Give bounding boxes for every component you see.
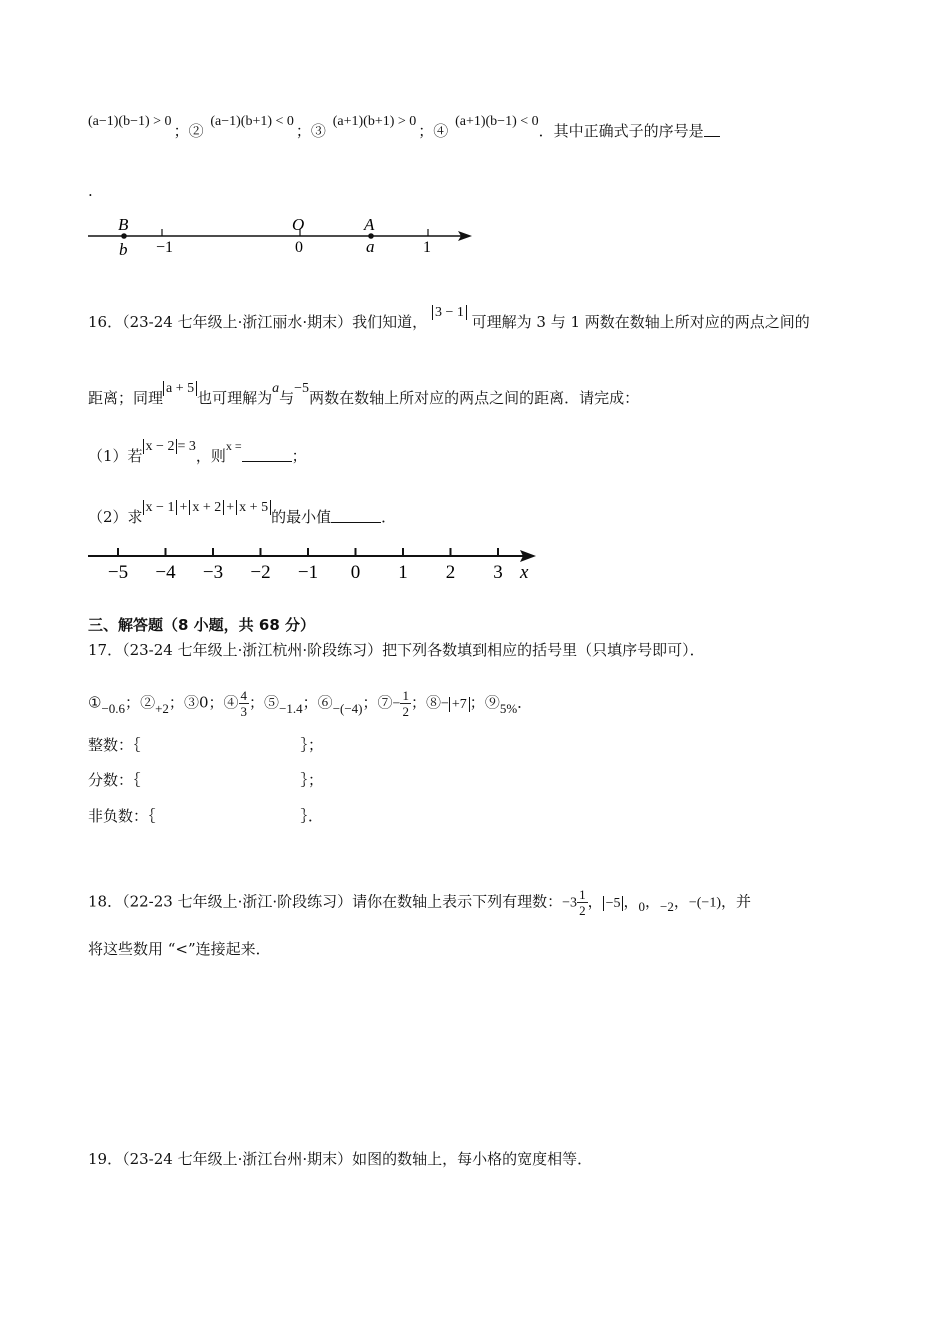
q18-comma-3: ， [645, 892, 661, 911]
q18-line-1 [88, 887, 751, 918]
section-3-title: 三、解答题（8 小题，共 68 分） [88, 616, 315, 634]
q16-p2-abs-2: x + 2 [189, 500, 224, 515]
q18-comma-1: ， [587, 892, 603, 911]
number-line-2-axis-label: x [520, 562, 529, 582]
q17-val-2: +2 [155, 700, 169, 716]
point-a-upper-label: A [364, 215, 375, 234]
q15-expr-1: (a−1)(b−1) > 0 [88, 114, 172, 129]
q16-p2-abs-3: x + 5 [236, 500, 271, 515]
q18-n1-whole: −3 [562, 895, 578, 911]
q17-fraction-label: 分数：｛ [88, 771, 141, 789]
q17-val-1: −0.6 [101, 700, 126, 716]
q16-line2-d: 两数在数轴上所对应的两点之间的距离．请完成： [309, 389, 640, 407]
q18-line-2: 将这些数用 “<”连接起来． [88, 940, 271, 958]
q17-val-8-sign: − [440, 696, 449, 712]
q17-idx-7: ⑦ [377, 693, 393, 712]
q19-number: 19． [88, 1150, 123, 1168]
q17-val-7 [400, 688, 411, 719]
q18-comma-4: ， [673, 892, 689, 911]
q17-idx-5: ⑤ [264, 693, 280, 712]
q16-p2-plus-1: + [179, 500, 188, 515]
q17-val-9: 5% [499, 700, 518, 716]
point-b-upper-label: B [118, 215, 129, 234]
q17-sep-4: ； [249, 693, 265, 712]
q15-sep-2: ；③ [295, 122, 326, 140]
q15-tail: ．其中正确式子的序号是 [538, 122, 704, 140]
q17-idx-4: ④ [223, 693, 239, 712]
q17-idx-9: ⑨ [484, 693, 500, 712]
number-line-2-tick-label: 1 [398, 562, 408, 582]
q16-p1-end: ； [291, 447, 307, 465]
q17-val-7-sign: − [392, 696, 401, 712]
q17-integer-row [88, 734, 323, 756]
q17-sep-3: ； [208, 693, 224, 712]
q16-p2-abs-1: x − 1 [143, 500, 178, 515]
q18-number: 18． [88, 892, 123, 911]
number-line-2 [84, 542, 544, 582]
point-a-lower-label: a [366, 237, 375, 256]
q16-p1-eq: = 3 [177, 439, 196, 454]
point-o-label: O [292, 215, 305, 234]
q16-number: 16． [88, 313, 123, 331]
q17-text: （23-24 七年级上·浙江杭州·阶段练习）把下列各数填到相应的括号里（只填序号即可）． [122, 641, 705, 659]
q16-var-a: a [272, 381, 280, 396]
q16-p1-then: ，则 [195, 447, 226, 465]
number-line-2-tick-label: 3 [493, 562, 503, 582]
number-line-2-tick-label: −4 [155, 562, 176, 582]
q18-n1-den: 2 [579, 903, 586, 918]
q17-val-5: −1.4 [279, 700, 303, 716]
tick-label-0: 0 [295, 239, 303, 256]
q17-items [88, 688, 532, 719]
tick-label-m1: −1 [156, 239, 174, 256]
q17-sep-5: ； [302, 693, 318, 712]
q18-n1-num: 1 [579, 887, 586, 902]
q17-val-6: −(−4) [332, 700, 363, 716]
q16-part-2 [88, 500, 397, 530]
q16-p1-abs: x − 2 [143, 439, 178, 454]
q16-p1-answer-blank[interactable] [242, 447, 292, 462]
q18-n3: 0 [638, 898, 645, 914]
q17-sep-7: ； [410, 693, 426, 712]
number-line-2-tick-label: 2 [445, 562, 456, 582]
q17-integer-close: ｝； [300, 736, 324, 754]
point-b-dot [121, 233, 127, 239]
q17-val-7-den: 2 [402, 704, 409, 719]
q15-answer-blank[interactable] [704, 122, 720, 137]
number-line-2-tick-label: −2 [250, 562, 271, 582]
q17-idx-8: ⑧ [425, 693, 441, 712]
q16-p2-end: ． [381, 508, 397, 526]
tick-label-1: 1 [423, 239, 431, 256]
q16-p2-plus-2: + [226, 500, 235, 515]
q15-expr-2: (a−1)(b+1) < 0 [210, 114, 294, 129]
q16-abs-a-plus-5: a + 5 [163, 381, 197, 396]
number-line-2-tick-label: 0 [350, 562, 361, 582]
q18-text-1: （22-23 七年级上·浙江·阶段练习）请你在数轴上表示下列有理数： [122, 892, 563, 911]
q18-n2-abs: −5 [603, 896, 624, 911]
q15-expr-4: (a+1)(b−1) < 0 [455, 114, 539, 129]
q16-p2-text: 的最小值 [271, 508, 332, 526]
q17-idx-6: ⑥ [317, 693, 333, 712]
q17-sep-1: ； [125, 693, 141, 712]
q15-expr-3: (a+1)(b+1) > 0 [332, 114, 417, 129]
q18-n4: −2 [660, 898, 674, 914]
q17-val-4-den: 3 [240, 704, 248, 719]
q16-line2-a: 距离；同理 [88, 389, 164, 407]
q17-sep-2: ； [168, 693, 184, 712]
q17-idx-2: ② [140, 693, 156, 712]
q17-line-1 [88, 639, 705, 661]
q16-p1-x: x = [225, 439, 242, 453]
q16-p1-label: （1）若 [88, 447, 143, 465]
q17-fraction-row [88, 769, 323, 791]
q17-sep-6: ； [362, 693, 378, 712]
q18-comma-2: ， [623, 892, 639, 911]
q17-integer-label: 整数：｛ [88, 736, 141, 754]
q16-text-1: 可理解为 3 与 1 两数在数轴上所对应的两点之间的 [471, 313, 810, 331]
q17-val-4-num: 4 [240, 688, 248, 703]
q17-nonneg-close: ｝． [300, 807, 324, 825]
q17-idx-1: ① [88, 693, 102, 712]
q16-num-minus-5: −5 [294, 381, 310, 396]
q18-tail: ，并 [721, 892, 752, 911]
q15-end-dot: . [88, 182, 93, 200]
q18-n1-frac [577, 887, 588, 918]
q16-p2-label: （2）求 [88, 508, 143, 526]
q17-val-7-num: 1 [402, 688, 409, 703]
q16-abs-3-minus-1: 3 − 1 [432, 305, 467, 320]
q16-line2-c: 与 [279, 389, 295, 407]
q17-nonneg-row [88, 805, 323, 827]
q16-source: （23-24 七年级上·浙江丽水·期末）我们知道， [122, 313, 428, 331]
q16-p2-answer-blank[interactable] [331, 508, 381, 523]
q16-line-2 [88, 381, 640, 411]
q15-sep-3: ；④ [418, 122, 449, 140]
q17-val-8-abs: +7 [449, 697, 470, 712]
number-line-2-tick-label: −5 [107, 562, 129, 582]
q17-val-3: 0 [198, 693, 209, 712]
q16-line-1 [88, 305, 810, 335]
q18-n5: −(−1) [688, 895, 721, 911]
q15-expressions-line [88, 114, 720, 144]
number-line-1 [84, 212, 484, 262]
q17-val-4 [239, 688, 250, 719]
q17-idx-3: ③ [183, 693, 199, 712]
q19-text: （23-24 七年级上·浙江台州·期末）如图的数轴上，每小格的宽度相等． [122, 1150, 593, 1168]
q17-fraction-close: ｝； [300, 771, 324, 789]
number-line-2-tick-label: −1 [297, 562, 319, 582]
q17-sep-9: ． [517, 693, 533, 712]
q16-part-1 [88, 439, 307, 469]
q15-sep-1: ；② [173, 122, 204, 140]
q17-nonneg-label: 非负数：｛ [88, 807, 156, 825]
q19-line-1 [88, 1148, 592, 1170]
number-line-2-tick-label: −3 [202, 562, 224, 582]
point-b-lower-label: b [119, 240, 128, 259]
q17-sep-8: ； [469, 693, 485, 712]
q17-number: 17． [88, 641, 123, 659]
q16-line2-b: 也可理解为 [197, 389, 273, 407]
